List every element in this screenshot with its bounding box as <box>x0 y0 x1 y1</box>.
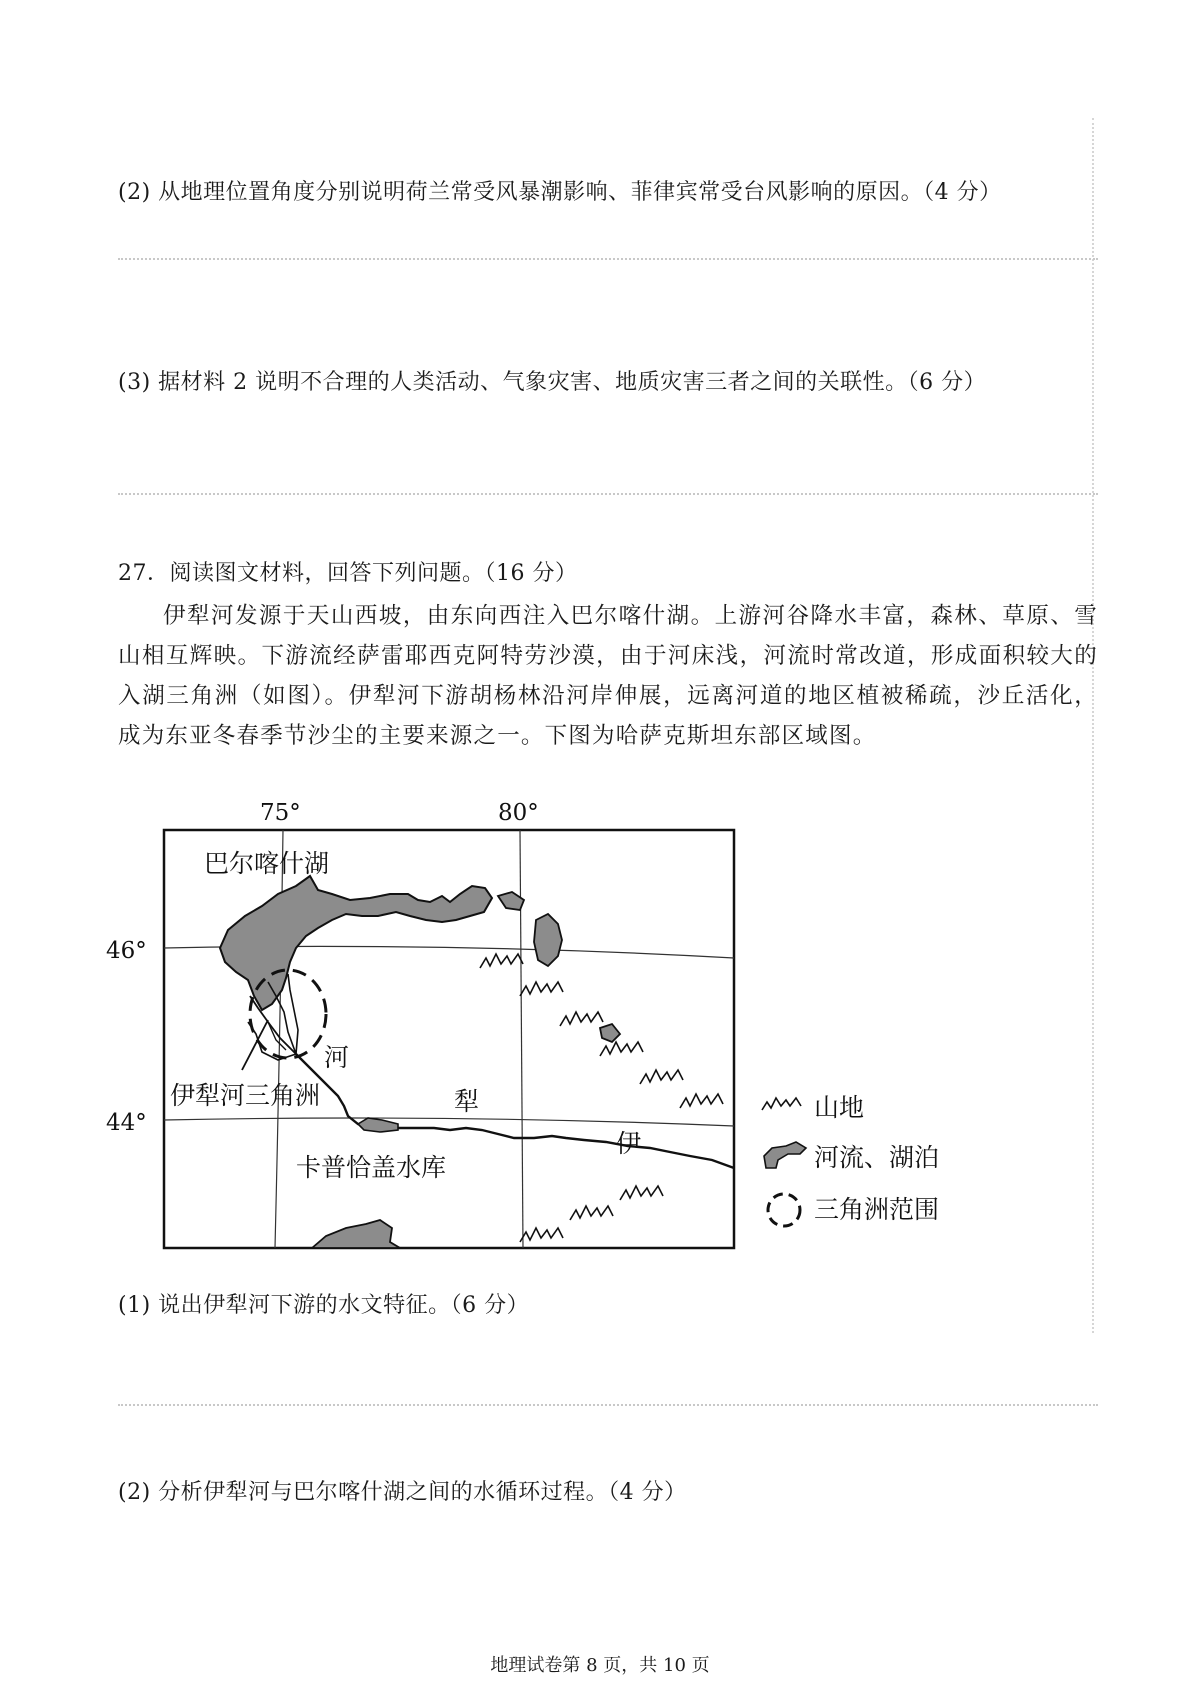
mountain-range-s <box>520 1186 663 1242</box>
lon-label-75: 75° <box>260 800 301 826</box>
lat-label-46: 46° <box>106 938 147 964</box>
question-27-1: (1) 说出伊犁河下游的水文特征。（6 分） <box>118 1293 530 1318</box>
kapchagay-reservoir <box>358 1118 398 1132</box>
delta-channel <box>288 974 298 1054</box>
question-prev-3: (3) 据材料 2 说明不合理的人类活动、气象灾害、地质灾害三者之间的关联性。（6 分） <box>118 370 987 395</box>
reservoir-label: 卡普恰盖水库 <box>296 1153 447 1182</box>
question-27-material: 伊犁河发源于天山西坡，由东向西注入巴尔喀什湖。上游河谷降水丰富，森林、草原、雪山相互辉映。下游流经萨雷耶西克阿特劳沙漠，由于河床浅，河流时常改道，形成面积较大的入湖三角洲（如图）。伊犁河下游胡杨林沿河岸伸展，远离河道的地区植被稀疏，沙丘活化，成为东亚冬春季节沙尘的主要来源之一。下图为哈萨克斯坦东部区域图。 <box>118 603 1098 749</box>
legend-label-river-lake: 河流、湖泊 <box>814 1143 940 1172</box>
river-char-yi: 伊 <box>616 1129 642 1158</box>
delta-label: 伊犁河三角洲 <box>170 1081 321 1110</box>
lat-label-44: 44° <box>106 1110 147 1136</box>
question-27-heading: 27．阅读图文材料，回答下列问题。（16 分） <box>118 561 578 586</box>
south-lake <box>312 1220 400 1248</box>
legend <box>762 1093 939 1226</box>
answer-line <box>118 1404 1098 1406</box>
meridian-80 <box>520 830 523 1248</box>
lon-label-80: 80° <box>498 800 539 826</box>
delta-channel <box>250 996 296 1054</box>
answer-line <box>118 493 1098 495</box>
river-char-li: 犁 <box>454 1087 480 1116</box>
ili-river <box>296 1054 734 1168</box>
river-char-he: 河 <box>324 1043 350 1072</box>
question-prev-2: (2) 从地理位置角度分别说明荷兰常受风暴潮影响、菲律宾常受台风影响的原因。（4 分） <box>118 180 1002 205</box>
river-lake-icon <box>764 1142 806 1168</box>
page-footer: 地理试卷第 8 页，共 10 页 <box>490 1655 710 1676</box>
parallel-44 <box>164 1118 734 1126</box>
lake-small-2 <box>534 914 562 966</box>
lake-small-3 <box>600 1024 620 1042</box>
legend-label-mountain: 山地 <box>814 1093 865 1122</box>
delta-range-icon <box>768 1194 800 1226</box>
mountain-icon <box>762 1098 801 1110</box>
balkhash-label: 巴尔喀什湖 <box>204 849 330 878</box>
map-frame <box>164 830 734 1248</box>
question-27-2: (2) 分析伊犁河与巴尔喀什湖之间的水循环过程。（4 分） <box>118 1480 687 1505</box>
answer-line <box>118 258 1098 260</box>
legend-label-delta: 三角洲范围 <box>814 1195 940 1224</box>
balkhash-lake <box>220 876 492 1010</box>
delta-pointer <box>242 1020 268 1070</box>
kazakhstan-east-map <box>100 790 1000 1270</box>
